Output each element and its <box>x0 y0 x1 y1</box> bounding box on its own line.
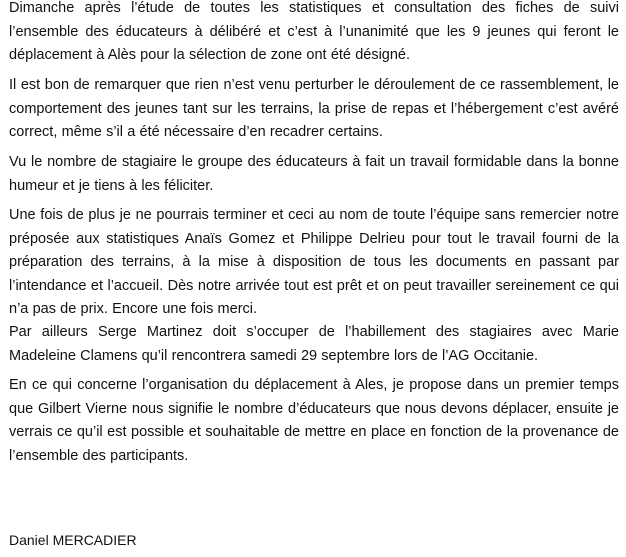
signature: Daniel MERCADIER <box>9 532 137 548</box>
paragraph-clothing: Par ailleurs Serge Martinez doit s’occuper de l’habillement des stagiaires avec Marie Madeleine Clamens qu’il rencontrera samedi 29 septembre lors de l’AG Occitanie. <box>9 324 619 364</box>
paragraph-thanks: Une fois de plus je ne pourrais terminer et ceci au nom de toute l’équipe sans remercier notre préposée aux statistiques Anaïs Gomez et Philippe Delrieu pour tout le travail fourni de la préparation des terrains, à la mise à disposition de tous les documents en passant par l’intendance et l’accueil. Dès notre arrivée tout est prêt et on peut travailler sereinement ce qui n’a pas de prix. Encore une fois merci. <box>9 207 619 317</box>
paragraph-selection: Dimanche après l’étude de toutes les statistiques et consultation des fiches de suivi l’ensemble des éducateurs à délibéré et c’est à l’unanimité que les 9 jeunes qui feront le déplacement à Alès pour la sélection de zone ont été désigné. <box>9 0 619 63</box>
paragraph-behaviour: Il est bon de remarquer que rien n’est venu perturber le déroulement de ce rassemblement, le comportement des jeunes tant sur les terrains, la prise de repas et l’hébergement c’est avéré correct, même s’il a été nécessaire d’en recadrer certains. <box>9 77 619 140</box>
paragraph-educators: Vu le nombre de stagiaire le groupe des éducateurs à fait un travail formidable dans la bonne humeur et je tiens à les féliciter. <box>9 154 619 194</box>
paragraph-travel: En ce qui concerne l’organisation du déplacement à Ales, je propose dans un premier temps que Gilbert Vierne nous signifie le nombre d’éducateurs que nous devons déplacer, ensuite je verrais ce qu’il est possible et souhaitable de mettre en place en fonction de la provenance de l’ensemble des participants. <box>9 377 619 464</box>
